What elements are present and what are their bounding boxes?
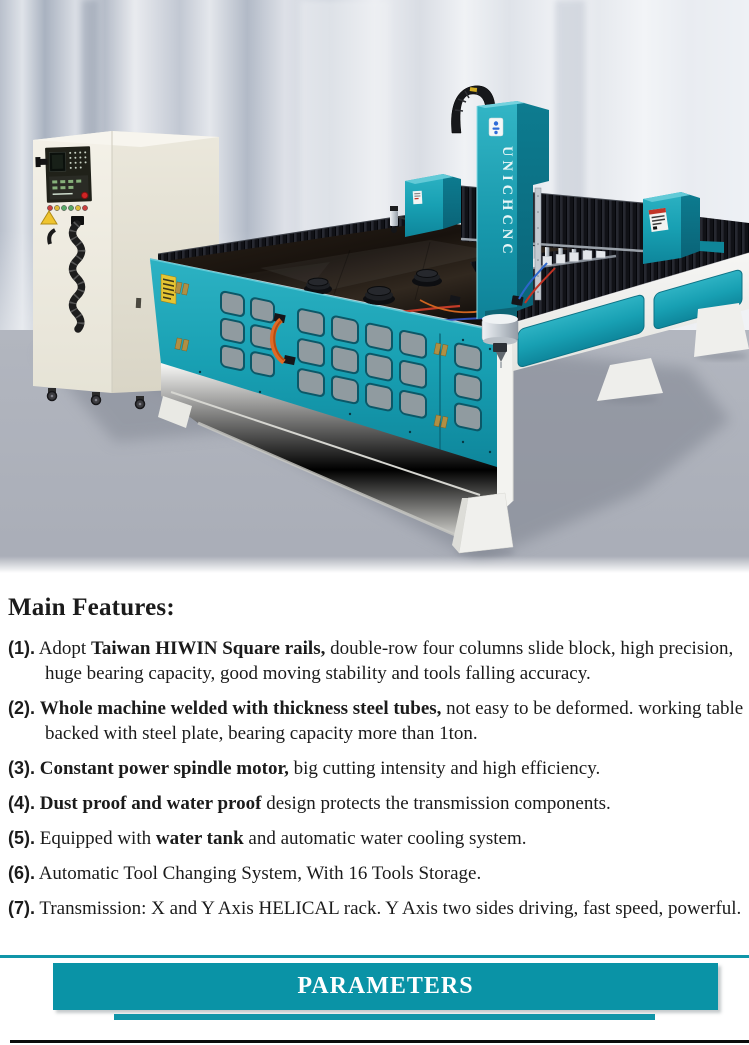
feature-text-segment: Adopt (38, 638, 91, 659)
features-title: Main Features: (8, 594, 175, 621)
feature-text-segment: big cutting intensity and high efficiency. (288, 758, 601, 779)
feature-text-segment: and automatic water cooling system. (243, 828, 527, 849)
feature-number: (1). (8, 638, 35, 658)
features-list (8, 636, 747, 921)
photo-bottom-fade (0, 556, 749, 573)
feature-text-segment: double-row four columns slide block, high precision, huge bearing capacity, good moving stability and tools falling accuracy. (45, 638, 734, 684)
feature-item (8, 826, 747, 851)
feature-text-segment: not easy to be deformed. working table backed with steel plate, bearing capacity more than 1ton. (45, 698, 744, 744)
feature-text-segment: Transmission: X and Y Axis HELICAL rack. Y Axis two sides driving, fast speed, powerful. (39, 898, 742, 919)
feature-item (8, 756, 747, 781)
feature-number: (3). (8, 758, 35, 778)
feature-item (8, 636, 747, 686)
machine-brand-text: UNICHCNC (499, 146, 515, 258)
feature-text-segment: Equipped with (39, 828, 156, 849)
feature-text-segment: Constant power spindle motor, (39, 758, 289, 779)
feature-text-segment: Automatic Tool Changing System, With 16 Tools Storage. (38, 863, 482, 884)
feature-number: (7). (8, 898, 35, 918)
banner-top-rule (0, 955, 749, 958)
feature-number: (2). (8, 698, 35, 718)
feature-item (8, 696, 747, 746)
parameters-banner (53, 963, 718, 1010)
emergency-stop-button (81, 192, 88, 199)
features-section (8, 594, 747, 931)
feature-item (8, 791, 747, 816)
panel-warning-label (161, 274, 176, 304)
feature-text-segment: water tank (155, 828, 244, 849)
column-label (489, 118, 503, 136)
parameters-banner-label: PARAMETERS (297, 973, 474, 999)
feature-item (8, 896, 747, 921)
banner-underline (114, 1014, 655, 1020)
feature-number: (5). (8, 828, 35, 848)
right-block-sticker (649, 208, 669, 232)
feature-text-segment: Whole machine welded with thickness steel tubes, (39, 698, 442, 719)
bottom-rule (10, 1040, 749, 1043)
feature-text-segment: design protects the transmission components. (261, 793, 611, 814)
feature-number: (6). (8, 863, 35, 883)
feature-number: (4). (8, 793, 35, 813)
feature-text-segment: Taiwan HIWIN Square rails, (90, 638, 326, 659)
feature-text-segment: Dust proof and water proof (39, 793, 262, 814)
feature-item (8, 861, 747, 886)
